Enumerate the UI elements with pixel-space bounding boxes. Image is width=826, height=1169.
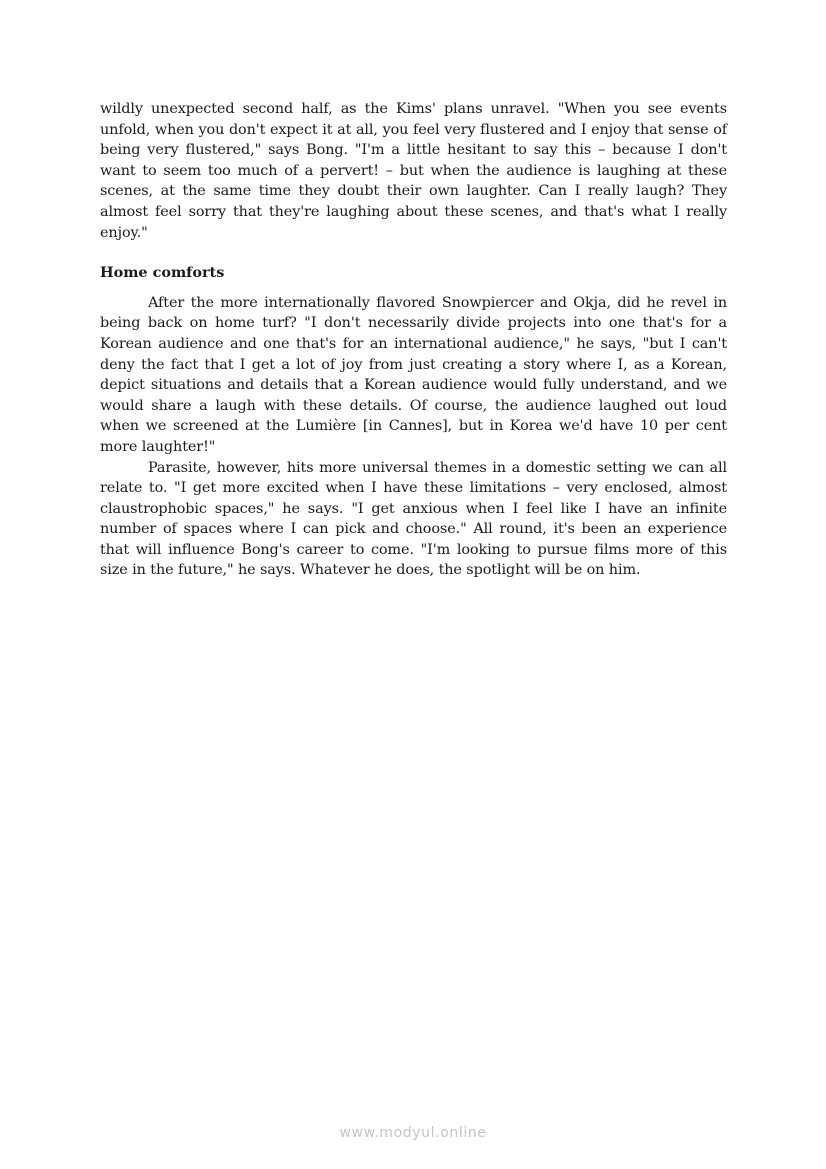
document-page (100, 99, 727, 581)
body-paragraph-1: After the more internationally flavored Snowpiercer and Okja, did he revel in being back on home turf? "I don't necessarily divide projects into one that's for a Korean audience and one that's for an international audience," he says, "but I can't deny the fact that I get a lot of joy from just creating a story where I, as a Korean, depict situations and details that a Korean audience would fully understand, and we would share a laugh with these details. Of course, the audience laughed out loud when we screened at the Lumière [in Cannes], but in Korea we'd have 10 per cent more laughter!" (100, 294, 727, 455)
intro-paragraph: wildly unexpected second half, as the Kims' plans unravel. "When you see events unfold, when you don't expect it at all, you feel very flustered and I enjoy that sense of being very flustered," says Bong. "I'm a little hesitant to say this – because I don't want to seem too much of a pervert! – but when the audience is laughing at these scenes, at the same time they doubt their own laughter. Can I really laugh? They almost feel sorry that they're laughing about these scenes, and that's what I really enjoy." (100, 101, 727, 241)
section-heading: Home comforts (100, 264, 225, 282)
body-paragraph-2: Parasite, however, hits more universal themes in a domestic setting we can all relate to. "I get more excited when I have these limitations – very enclosed, almost claustrophobic spaces," he says. "I get anxious when I feel like I have an infinite number of spaces where I can pick and choose." All round, it's been an experience that will influence Bong's career to come. "I'm looking to pursue films more of this size in the future," he says. Whatever he does, the spotlight will be on him. (100, 459, 727, 579)
footer-watermark: www.modyul.online (339, 1125, 487, 1141)
